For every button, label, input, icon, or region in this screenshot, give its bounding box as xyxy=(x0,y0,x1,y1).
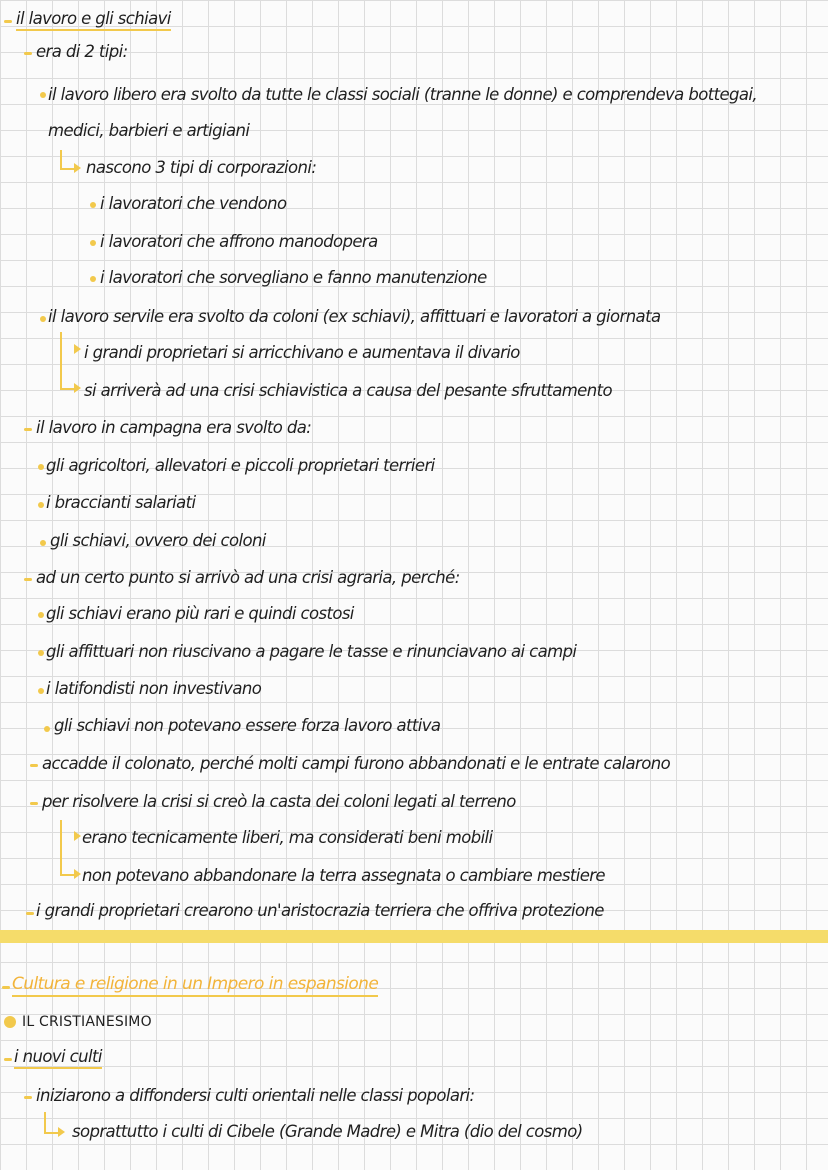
bullet-dash xyxy=(4,1058,12,1061)
note-line: medici, barbieri e artigiani xyxy=(48,121,250,140)
bullet-dash xyxy=(2,986,10,989)
bullet-dot xyxy=(90,240,96,246)
note-line: gli affittuari non riuscivano a pagare le tasse e rinunciavano ai campi xyxy=(46,642,577,661)
bullet-dot xyxy=(90,276,96,282)
bullet-dash xyxy=(4,20,12,23)
note-line: ad un certo punto si arrivò ad una crisi agraria, perché: xyxy=(36,568,460,587)
bullet-dash xyxy=(24,578,32,581)
note-line: i grandi proprietari crearono un'aristocrazia terriera che offriva protezione xyxy=(36,901,604,920)
bullet-dot xyxy=(38,688,44,694)
bullet-dot xyxy=(40,540,46,546)
bullet-dot xyxy=(40,316,46,322)
note-line: il lavoro servile era svolto da coloni (ex schiavi), affittuari e lavoratori a giornata xyxy=(48,307,661,326)
note-line: i braccianti salariati xyxy=(46,493,196,512)
arrow-icon xyxy=(60,820,76,876)
arrowhead-icon xyxy=(74,383,81,393)
section-divider xyxy=(0,930,828,943)
note-line: il lavoro libero era svolto da tutte le classi sociali (tranne le donne) e comprendeva bottegai, xyxy=(48,85,758,104)
section-title: Cultura e religione in un Impero in espansione xyxy=(12,973,378,995)
bullet-dash xyxy=(24,1096,32,1099)
note-line: iniziarono a diffondersi culti orientali nelle classi popolari: xyxy=(36,1086,475,1105)
note-line: gli schiavi erano più rari e quindi costosi xyxy=(46,604,354,623)
bullet-dot xyxy=(44,726,50,732)
note-line: i latifondisti non investivano xyxy=(46,679,262,698)
bullet-dot xyxy=(4,1016,16,1028)
note-line: gli agricoltori, allevatori e piccoli proprietari terrieri xyxy=(46,456,435,475)
note-line: non potevano abbandonare la terra assegnata o cambiare mestiere xyxy=(82,866,605,885)
arrow-icon xyxy=(60,332,76,390)
bullet-dot xyxy=(38,612,44,618)
subsection-title: i nuovi culti xyxy=(14,1046,102,1068)
bullet-dot xyxy=(38,650,44,656)
arrowhead-icon xyxy=(74,344,81,354)
bullet-dash xyxy=(26,912,34,915)
note-line: si arriverà ad una crisi schiavistica a causa del pesante sfruttamento xyxy=(84,381,612,400)
bullet-dash xyxy=(30,764,38,767)
arrowhead-icon xyxy=(74,831,81,841)
arrowhead-icon xyxy=(74,869,81,879)
section-title: il lavoro e gli schiavi xyxy=(16,8,171,30)
note-line: accadde il colonato, perché molti campi furono abbandonati e le entrate calarono xyxy=(42,754,671,773)
note-line: i grandi proprietari si arricchivano e aumentava il divario xyxy=(84,343,520,362)
bullet-dash xyxy=(24,52,32,55)
note-line: per risolvere la crisi si creò la casta dei coloni legati al terreno xyxy=(42,792,516,811)
note-line: gli schiavi non potevano essere forza lavoro attiva xyxy=(54,716,441,735)
note-line: soprattutto i culti di Cibele (Grande Madre) e Mitra (dio del cosmo) xyxy=(72,1122,583,1141)
bullet-dot xyxy=(90,202,96,208)
note-line: i lavoratori che sorvegliano e fanno manutenzione xyxy=(100,268,487,287)
bullet-dot xyxy=(38,464,44,470)
bullet-dot xyxy=(38,502,44,508)
note-line: erano tecnicamente liberi, ma considerati beni mobili xyxy=(82,828,493,847)
arrowhead-icon xyxy=(58,1127,65,1137)
note-line: il lavoro in campagna era svolto da: xyxy=(36,418,312,437)
bullet-dot xyxy=(40,92,46,98)
bullet-dash xyxy=(30,802,38,805)
note-line: i lavoratori che vendono xyxy=(100,194,287,213)
note-line: era di 2 tipi: xyxy=(36,42,128,61)
bullet-dash xyxy=(24,428,32,431)
note-line: nascono 3 tipi di corporazioni: xyxy=(86,158,317,177)
subsection-heading: IL CRISTIANESIMO xyxy=(22,1014,152,1030)
note-line: gli schiavi, ovvero dei coloni xyxy=(50,531,266,550)
note-line: i lavoratori che affrono manodopera xyxy=(100,232,378,251)
arrowhead-icon xyxy=(74,163,81,173)
